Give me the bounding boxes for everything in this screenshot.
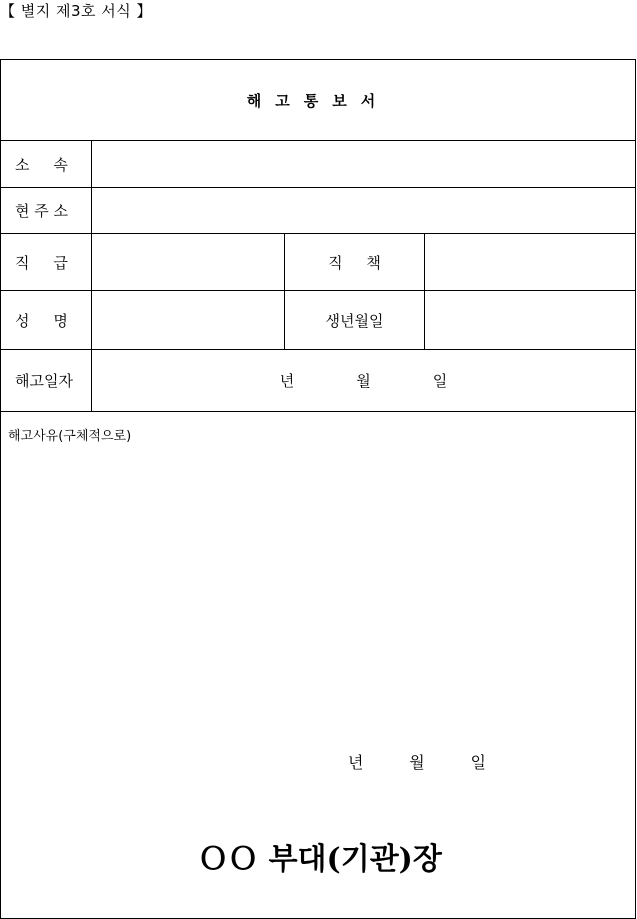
rank-label: 직 급 bbox=[1, 234, 92, 291]
position-label: 직 책 bbox=[285, 234, 425, 291]
form-title: 해고통보서 bbox=[1, 60, 636, 141]
signature-line: ＯＯ 부대(기관)장 bbox=[198, 842, 442, 877]
affiliation-field[interactable] bbox=[92, 141, 636, 188]
birthdate-label: 생년월일 bbox=[285, 291, 425, 350]
rank-field[interactable] bbox=[92, 234, 285, 291]
address-label: 현 주 소 bbox=[1, 188, 92, 234]
name-label: 성 명 bbox=[1, 291, 92, 350]
address-field[interactable] bbox=[92, 188, 636, 234]
dismissal-reason-label: 해고사유(구체적으로) bbox=[8, 429, 132, 444]
dismissal-date-field[interactable]: 년 월 일 bbox=[92, 350, 636, 412]
dismissal-date-label: 해고일자 bbox=[1, 350, 92, 412]
affiliation-label: 소 속 bbox=[1, 141, 92, 188]
form-number-label: 【 별지 제3호 서식 】 bbox=[0, 2, 153, 20]
position-field[interactable] bbox=[425, 234, 636, 291]
birthdate-field[interactable] bbox=[425, 291, 636, 350]
issue-date: 년 월 일 bbox=[348, 753, 486, 772]
dismissal-reason-section[interactable] bbox=[1, 412, 636, 919]
dismissal-notice-form bbox=[0, 59, 636, 918]
name-field[interactable] bbox=[92, 291, 285, 350]
